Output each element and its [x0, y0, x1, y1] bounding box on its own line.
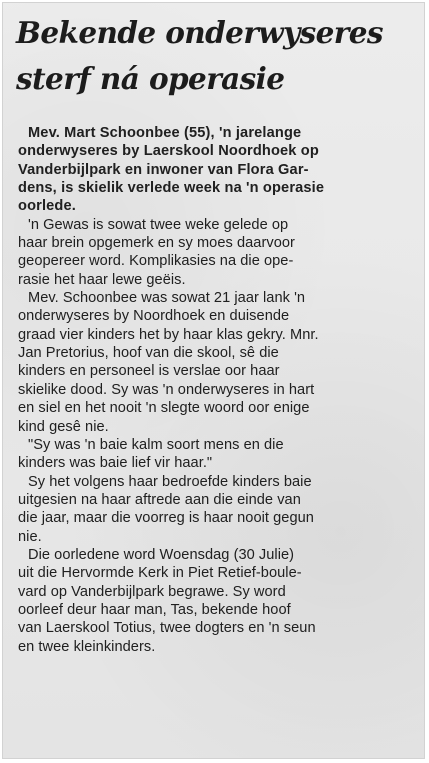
- body-line: haar brein opgemerk en sy moes daarvoor: [18, 235, 295, 252]
- headline-line: sterf ná operasie: [16, 61, 285, 96]
- body-line: van Laerskool Totius, twee dogters en 'n seun: [18, 620, 316, 637]
- body-line: "Sy was 'n baie kalm soort mens en die: [28, 436, 284, 453]
- newspaper-clipping: [2, 2, 425, 759]
- body-line: en twee kleinkinders.: [18, 638, 156, 655]
- lead-line: oorlede.: [18, 198, 76, 215]
- body-line: uitgesien na haar aftrede aan die einde van: [18, 491, 301, 508]
- lead-line: Mev. Mart Schoonbee (55), 'n jarelange: [28, 125, 302, 141]
- body-line: rasie het haar lewe geëis.: [18, 271, 186, 288]
- body-paragraph: [18, 473, 418, 546]
- lead-line: Vanderbijlpark en inwoner van Flora Gar-: [18, 161, 309, 178]
- body-paragraph: [18, 289, 418, 436]
- body-line: en siel en het nooit 'n slegte woord oor enige: [18, 400, 310, 417]
- body-line: vard op Vanderbijlpark begrawe. Sy word: [18, 583, 286, 600]
- body-line: kind gesê nie.: [18, 418, 109, 435]
- article-body: [18, 124, 418, 656]
- headline: [16, 10, 416, 102]
- body-line: Mev. Schoonbee was sowat 21 jaar lank 'n: [28, 290, 306, 307]
- body-line: oorleef deur haar man, Tas, bekende hoof: [18, 601, 291, 618]
- lead-line: dens, is skielik verlede week na 'n operasie: [18, 180, 325, 197]
- body-paragraph: [18, 216, 418, 289]
- body-line: uit die Hervormde Kerk in Piet Retief-boule-: [18, 565, 302, 582]
- headline-line: Bekende onderwyseres: [16, 15, 383, 50]
- body-line: kinders en personeel is verslae oor haar: [18, 363, 280, 380]
- body-line: 'n Gewas is sowat twee weke gelede op: [28, 216, 289, 233]
- body-line: graad vier kinders het by haar klas gekry. Mnr.: [18, 326, 319, 343]
- body-line: kinders was baie lief vir haar.": [18, 455, 213, 472]
- body-paragraph: [18, 546, 418, 656]
- body-line: Jan Pretorius, hoof van die skool, sê die: [18, 345, 279, 362]
- body-line: Sy het volgens haar bedroefde kinders baie: [28, 473, 312, 490]
- body-line: die jaar, maar die voorreg is haar nooit gegun: [18, 510, 314, 527]
- body-line: skielike dood. Sy was 'n onderwyseres in hart: [18, 381, 315, 398]
- body-line: onderwyseres by Noordhoek en duisende: [18, 308, 290, 325]
- body-line: Die oorledene word Woensdag (30 Julie): [28, 546, 295, 563]
- lead-line: onderwyseres by Laerskool Noordhoek op: [18, 143, 319, 160]
- quote-paragraph: [18, 436, 418, 473]
- lead-paragraph: [18, 124, 418, 216]
- body-line: nie.: [18, 528, 42, 545]
- body-line: geopereer word. Komplikasies na die ope-: [18, 253, 294, 270]
